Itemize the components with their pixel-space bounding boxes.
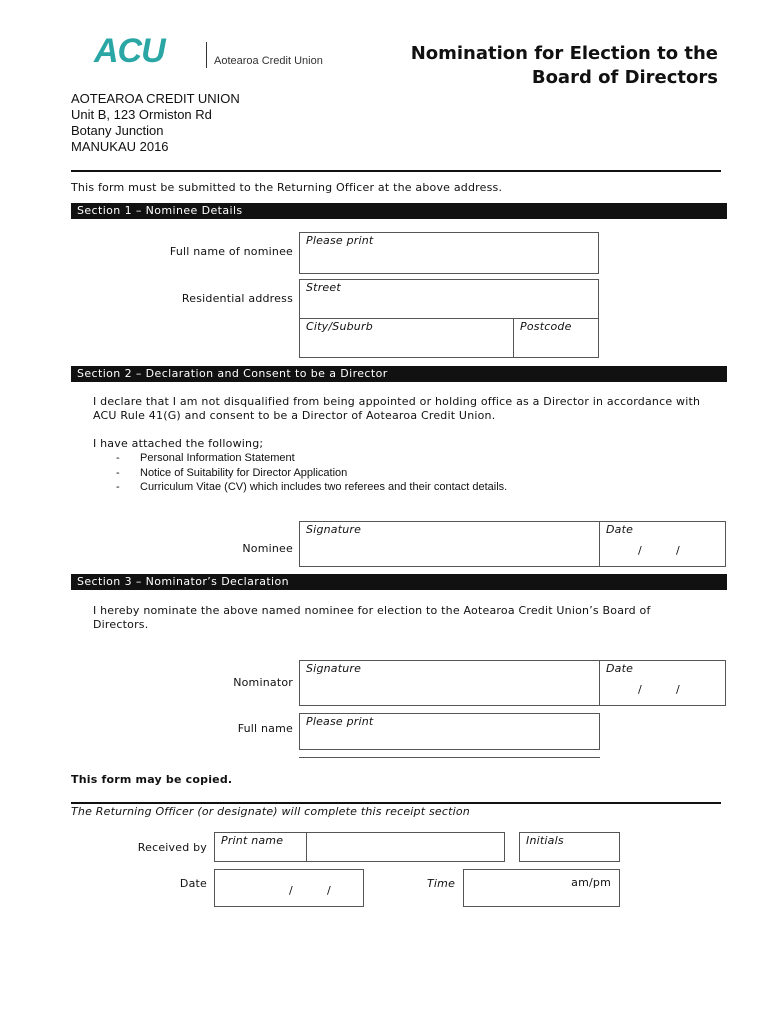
section-1-heading: Section 1 – Nominee Details (71, 203, 727, 219)
please-print-hint: Please print (306, 715, 374, 728)
list-item (116, 451, 507, 466)
address-block (71, 91, 240, 155)
address-line-1: AOTEAROA CREDIT UNION (71, 91, 240, 106)
date-slash: / (638, 683, 642, 696)
nominator-signature-field[interactable] (299, 660, 600, 706)
residential-address-label: Residential address (181, 292, 293, 305)
attachments-list (116, 451, 507, 495)
please-print-hint: Please print (306, 234, 374, 247)
date-slash: / (676, 544, 680, 557)
title-line-1: Nomination for Election to the (410, 43, 718, 64)
header-divider (71, 170, 721, 172)
receipt-date-field[interactable] (214, 869, 364, 907)
list-item (116, 466, 507, 481)
date-slash: / (327, 884, 331, 897)
receipt-time-field[interactable] (463, 869, 620, 907)
title-line-2: Board of Directors (531, 67, 718, 88)
city-suburb-hint: City/Suburb (306, 320, 373, 333)
copy-note: This form may be copied. (71, 773, 233, 786)
received-by-name-field[interactable] (306, 832, 505, 862)
nominee-signature-field[interactable] (299, 521, 600, 567)
bullet-dash: - (116, 481, 120, 493)
nominee-date-field[interactable] (599, 521, 726, 567)
page-title (338, 42, 718, 90)
nominator-declaration (93, 604, 733, 632)
receipt-divider (71, 802, 721, 804)
nominator-declaration-line-2: Directors. (93, 618, 149, 631)
intro-text: This form must be submitted to the Returning Officer at the above address. (71, 181, 503, 194)
date-hint: Date (606, 523, 634, 536)
street-hint: Street (306, 281, 341, 294)
section-2-heading: Section 2 – Declaration and Consent to be a Director (71, 366, 727, 382)
ampm-text: am/pm (571, 876, 611, 889)
logo-wordmark: ACU (94, 32, 165, 70)
nominator-label: Nominator (233, 676, 293, 689)
attachment-label: Curriculum Vitae (CV) which includes two referees and their contact details. (140, 481, 508, 493)
signature-hint: Signature (306, 523, 362, 536)
nominator-full-name-field[interactable] (299, 713, 600, 750)
declaration-line-1: I declare that I am not disqualified from being appointed or holding office as a Director in accordance with (93, 395, 701, 408)
attachment-label: Notice of Suitability for Director Application (140, 466, 348, 479)
address-line-2: Unit B, 123 Ormiston Rd (71, 107, 212, 122)
time-label: Time (427, 877, 456, 890)
date-slash: / (289, 884, 293, 897)
date-slash: / (638, 544, 642, 557)
full-name-label: Full name of nominee (169, 245, 293, 258)
receipt-heading: The Returning Officer (or designate) will complete this receipt section (71, 805, 470, 818)
nominee-label: Nominee (242, 542, 293, 555)
declaration-text (93, 395, 733, 423)
bullet-dash: - (116, 466, 120, 479)
postcode-field[interactable] (513, 318, 599, 358)
initials-field[interactable] (519, 832, 620, 862)
date-slash: / (676, 683, 680, 696)
address-line-3: Botany Junction (71, 123, 164, 138)
name-underline (299, 757, 600, 758)
declaration-line-2: ACU Rule 41(G) and consent to be a Director of Aotearoa Credit Union. (93, 409, 496, 422)
date-hint: Date (606, 662, 634, 675)
logo-subtitle: Aotearoa Credit Union (214, 55, 323, 67)
nominator-declaration-line-1: I hereby nominate the above named nominee for election to the Aotearoa Credit Union’s Board of (93, 604, 651, 617)
logo (94, 32, 324, 72)
initials-hint: Initials (526, 834, 564, 847)
list-item (116, 480, 507, 495)
logo-divider (206, 42, 207, 68)
attached-intro: I have attached the following; (93, 437, 264, 450)
nominator-date-field[interactable] (599, 660, 726, 706)
nominee-full-name-field[interactable] (299, 232, 599, 274)
bullet-dash: - (116, 452, 120, 464)
attachment-label: Personal Information Statement (140, 452, 295, 464)
postcode-hint: Postcode (520, 320, 572, 333)
signature-hint: Signature (306, 662, 362, 675)
street-field[interactable] (299, 279, 599, 319)
nominator-full-name-label: Full name (237, 722, 293, 735)
received-by-label: Received by (137, 841, 207, 854)
section-3-heading: Section 3 – Nominator’s Declaration (71, 574, 727, 590)
receipt-date-label: Date (179, 877, 207, 890)
address-line-4: MANUKAU 2016 (71, 139, 169, 154)
print-name-label-cell (214, 832, 307, 862)
print-name-hint: Print name (221, 834, 284, 847)
city-suburb-field[interactable] (299, 318, 514, 358)
